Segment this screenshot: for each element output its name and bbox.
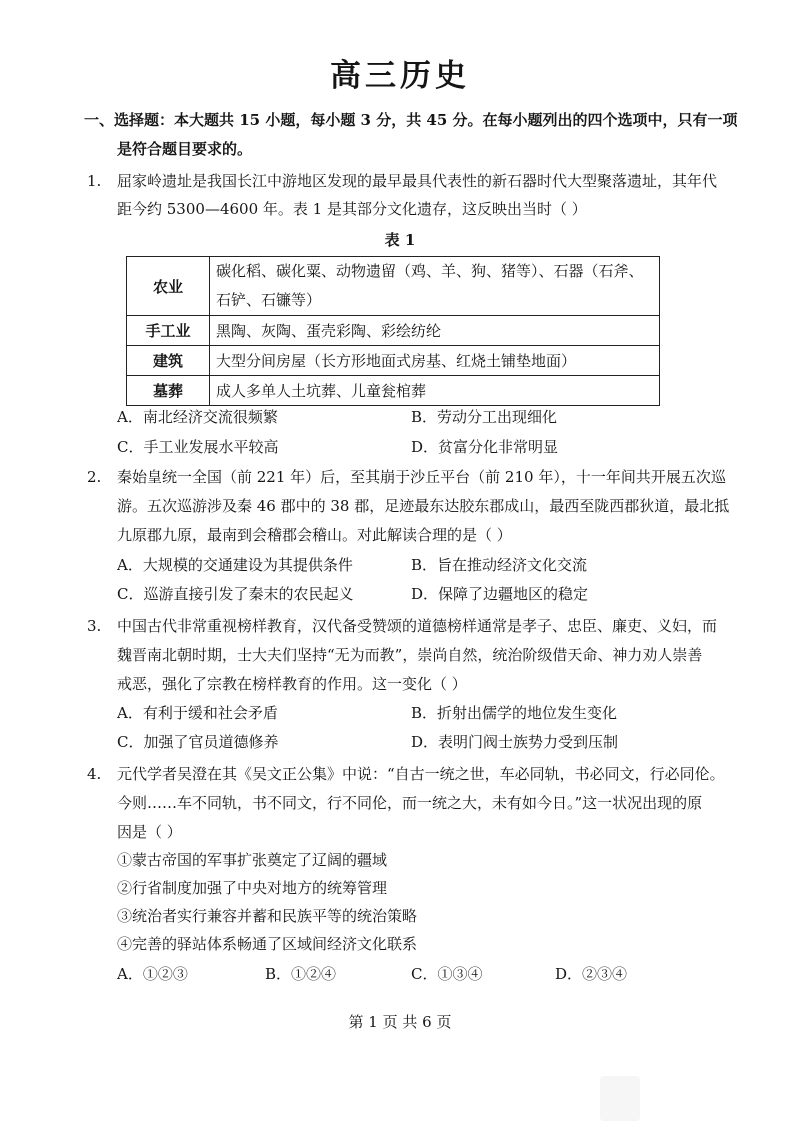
q3-option-d[interactable]: D．表明门阀士族势力受到压制 [411, 733, 619, 751]
table-row-label: 墓葬 [127, 376, 210, 406]
q4-option-c[interactable]: C．①③④ [411, 965, 483, 983]
table-row-content: 黑陶、灰陶、蛋壳彩陶、彩绘纺纶 [210, 316, 660, 346]
q3-stem-line2: 魏晋南北朝时期，士大夫们坚持“无为而教”，崇尚自然，统治阶级借天命、神力劝人崇善 [117, 646, 703, 664]
q1-stem-line1: 屈家岭遗址是我国长江中游地区发现的最早最具代表性的新石器时代大型聚落遗址，其年代 [117, 172, 718, 190]
q4-option-a[interactable]: A．①②③ [117, 965, 188, 983]
table-row-label: 农业 [127, 257, 210, 316]
table-row-content: 成人多单人土坑葬、儿童瓮棺葬 [210, 376, 660, 406]
q2-option-b[interactable]: B．旨在推动经济文化交流 [411, 556, 588, 574]
q1-option-a[interactable]: A．南北经济交流很频繁 [117, 408, 278, 426]
q3-option-b[interactable]: B．折射出儒学的地位发生变化 [411, 704, 618, 722]
q4-stem-line2: 今则……车不同轨，书不同文，行不同伦，而一统之大，未有如今日。”这一状况出现的原 [117, 794, 703, 812]
scan-smudge [600, 1076, 640, 1121]
q3-option-a[interactable]: A．有利于缓和社会矛盾 [117, 704, 278, 722]
page-footer: 第 1 页 共 6 页 [348, 1013, 452, 1031]
q4-option-d[interactable]: D．②③④ [555, 965, 628, 983]
q3-stem-line1: 中国古代非常重视榜样教育，汉代备受赞颂的道德榜样通常是孝子、忠臣、廉吏、义妇，而 [117, 617, 718, 635]
q3-option-c[interactable]: C．加强了官员道德修养 [117, 733, 279, 751]
q1-table [126, 256, 660, 406]
section-heading-line1: 一、选择题：本大题共 15 小题，每小题 3 分，共 45 分。在每小题列出的四个选项中，只有一项 [84, 111, 738, 129]
q1-option-b[interactable]: B．劳动分工出现细化 [411, 408, 558, 426]
q1-stem-line2: 距今约 5300—4600 年。表 1 是其部分文化遗存，这反映出当时（ ） [117, 200, 587, 218]
q4-item-4: ④完善的驿站体系畅通了区域间经济文化联系 [117, 935, 418, 953]
q4-stem-line1: 元代学者吴澄在其《吴文正公集》中说：“自古一统之世，车必同轨，书必同文，行必同伦。 [117, 765, 725, 783]
q4-option-b[interactable]: B．①②④ [265, 965, 337, 983]
q4-number: 4. [87, 765, 102, 783]
table-row [127, 257, 660, 316]
q1-number: 1. [87, 172, 102, 190]
q2-number: 2. [87, 468, 102, 486]
table-row-content: 大型分间房屋（长方形地面式房基、红烧土铺垫地面） [210, 346, 660, 376]
q4-item-1: ①蒙古帝国的军事扩张奠定了辽阔的疆域 [117, 851, 388, 869]
table-row-content-text: 碳化稻、碳化粟、动物遗留（鸡、羊、狗、猪等）、石器（石斧、石铲、石镰等） [216, 262, 644, 309]
q1-table-caption: 表 1 [384, 231, 416, 249]
table-row [127, 376, 660, 406]
q4-stem-line3: 因是（ ） [117, 823, 182, 841]
q2-stem-line2: 游。五次巡游涉及秦 46 郡中的 38 郡，足迹最东达胶东郡成山，最西至陇西郡狄道，最北抵 [117, 497, 730, 515]
table-row [127, 316, 660, 346]
q3-number: 3. [87, 617, 102, 635]
q2-option-d[interactable]: D．保障了边疆地区的稳定 [411, 585, 589, 603]
q2-option-a[interactable]: A．大规模的交通建设为其提供条件 [117, 556, 353, 574]
q2-stem-line1: 秦始皇统一全国（前 221 年）后，至其崩于沙丘平台（前 210 年），十一年间共开展五次巡 [117, 468, 726, 486]
q2-option-c[interactable]: C．巡游直接引发了秦末的农民起义 [117, 585, 354, 603]
q4-item-3: ③统治者实行兼容并蓄和民族平等的统治策略 [117, 907, 418, 925]
table-row [127, 346, 660, 376]
page-title: 高三历史 [330, 58, 470, 94]
table-row-content [210, 257, 660, 316]
q1-option-c[interactable]: C．手工业发展水平较高 [117, 438, 279, 456]
table-row-label: 建筑 [127, 346, 210, 376]
q4-item-2: ②行省制度加强了中央对地方的统筹管理 [117, 879, 388, 897]
q1-option-d[interactable]: D．贫富分化非常明显 [411, 438, 559, 456]
section-heading-line2: 是符合题目要求的。 [117, 140, 253, 158]
q2-stem-line3: 九原郡九原，最南到会稽郡会稽山。对此解读合理的是（ ） [117, 526, 512, 544]
q3-stem-line3: 戒恶，强化了宗教在榜样教育的作用。这一变化（ ） [117, 675, 467, 693]
table-row-label: 手工业 [127, 316, 210, 346]
